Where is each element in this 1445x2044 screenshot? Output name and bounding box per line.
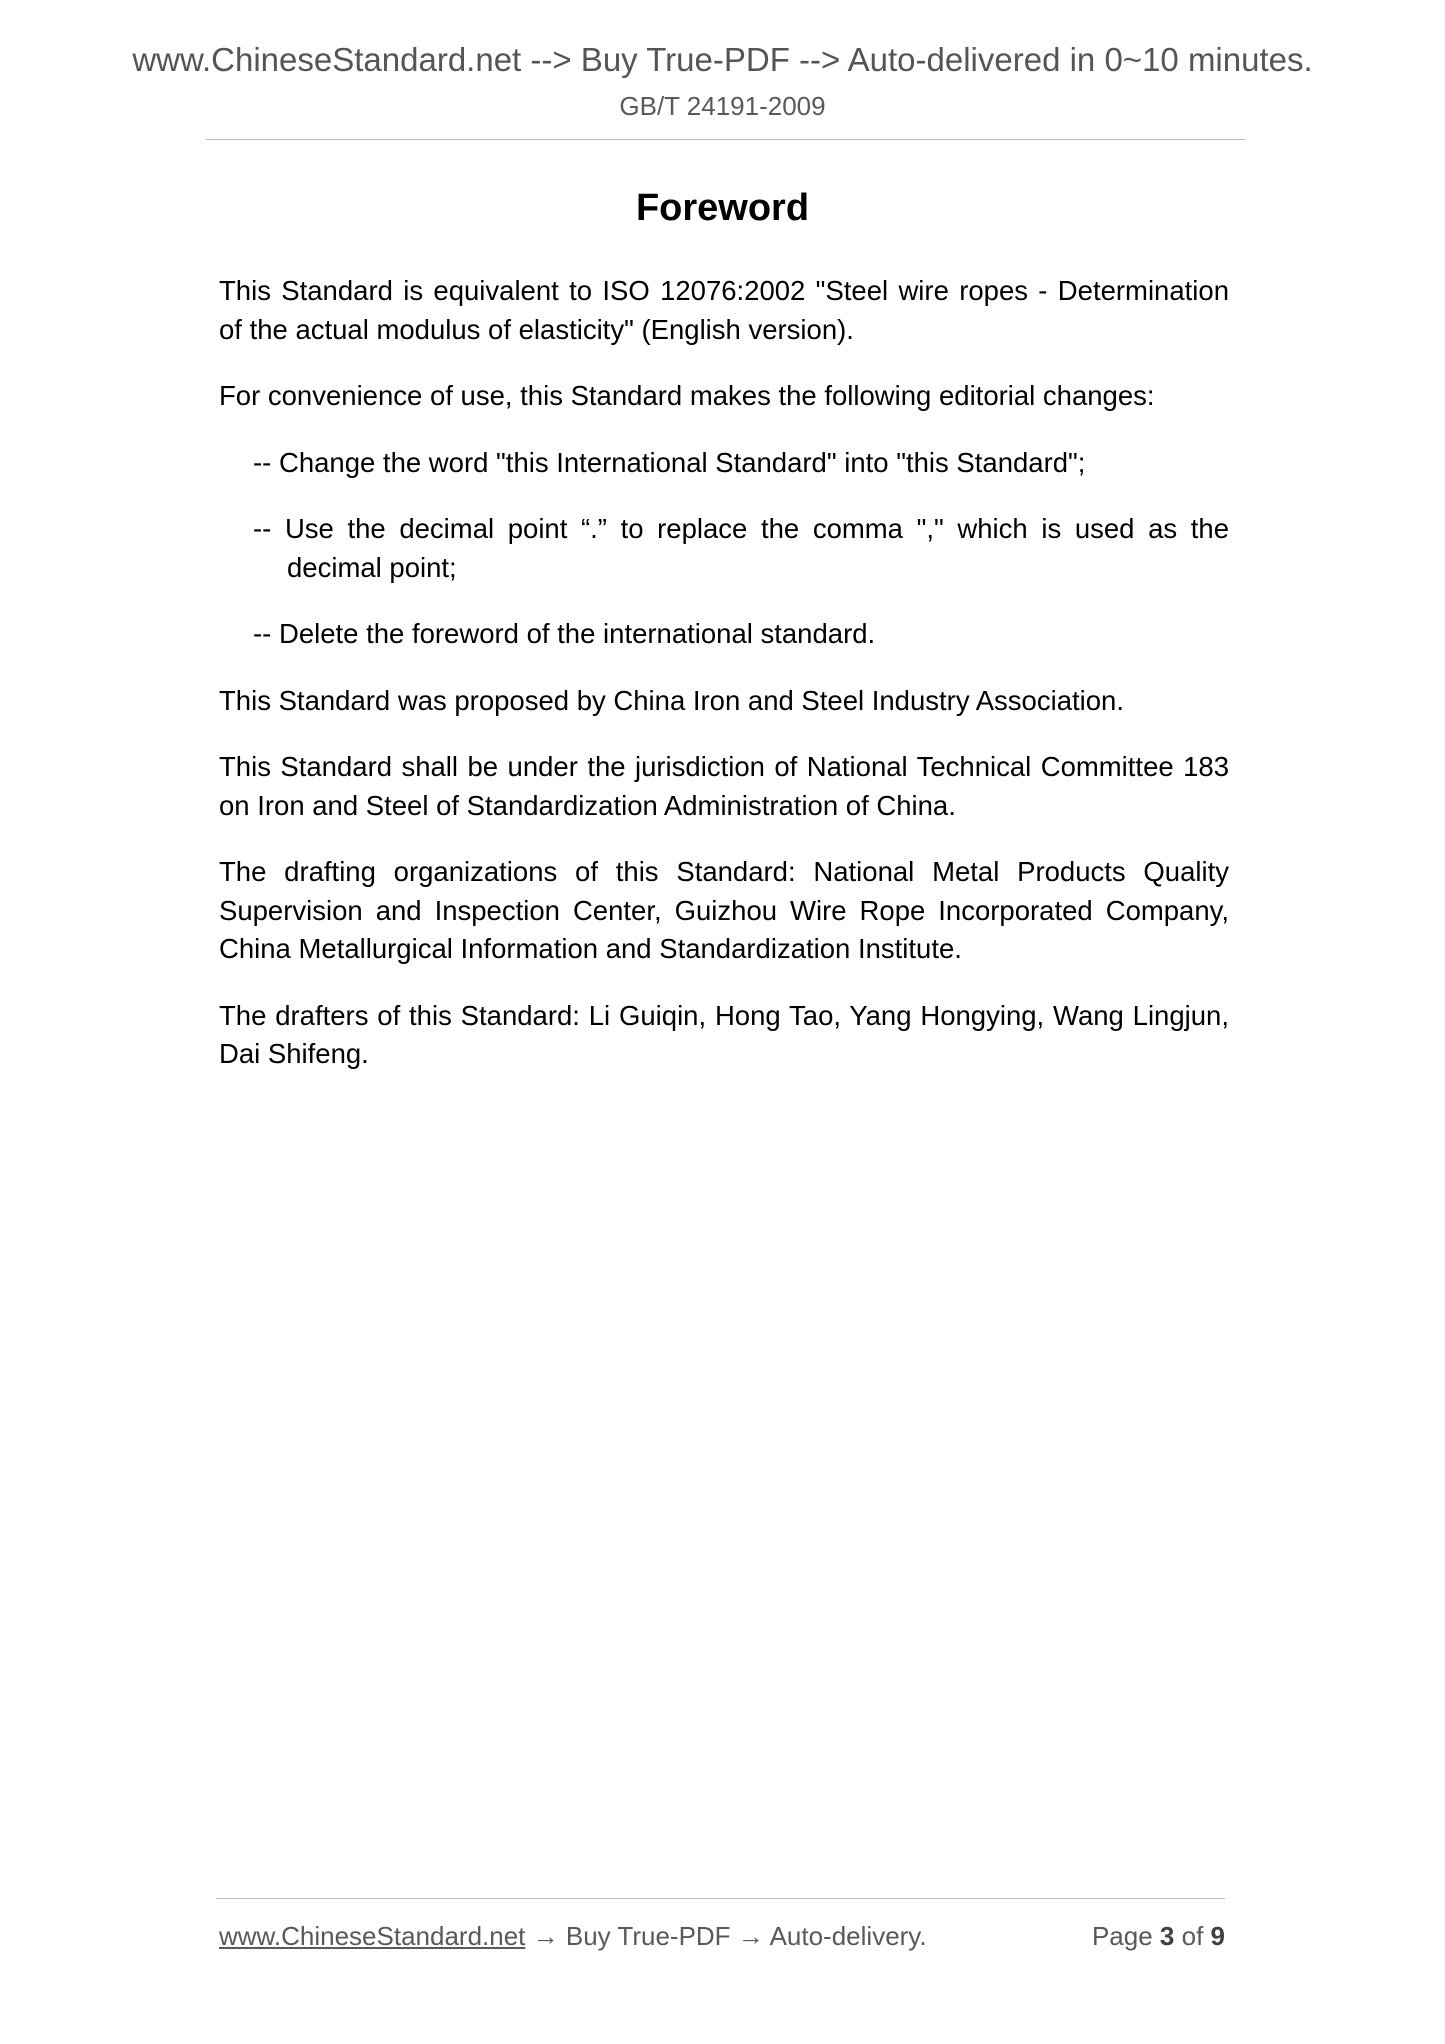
page-of: of [1181, 1921, 1204, 1951]
page-current: 3 [1159, 1921, 1175, 1951]
proposed-by-paragraph: This Standard was proposed by China Iron and Steel Industry Association. [219, 684, 1124, 716]
document-id: GB/T 24191-2009 [619, 91, 826, 121]
drafting-organizations-paragraph: The drafting organizations of this Standard: National Metal Products Quality Supervision and Inspection Center, Guizhou Wire Rope Incorporated Company, China Metallurgical Information and Standardization Institute. [219, 856, 1229, 964]
page-number [1092, 1918, 1225, 1954]
drafters-paragraph: The drafters of this Standard: Li Guiqin, Hong Tao, Yang Hongying, Wang Lingjun, Dai Shifeng. [219, 999, 1229, 1069]
page-label: Page [1091, 1921, 1153, 1951]
change-item: -- Change the word "this International Standard" into "this Standard"; [253, 446, 1086, 478]
top-banner: www.ChineseStandard.net --> Buy True-PDF --> Auto-delivered in 0~10 minutes. [132, 41, 1313, 78]
page-footer [219, 1918, 1225, 1954]
equivalence-paragraph: This Standard is equivalent to ISO 12076:2002 "Steel wire ropes - Determination of the actual modulus of elasticity" (English version). [219, 275, 1229, 345]
editorial-changes-intro: For convenience of use, this Standard makes the following editorial changes: [219, 380, 1155, 411]
footer-tagline: → Buy True-PDF → Auto-delivery. [525, 1921, 927, 1951]
change-item: -- Use the decimal point “.” to replace the comma "," which is used as the decimal point; [253, 513, 1229, 583]
page-total: 9 [1210, 1921, 1225, 1951]
document-body [219, 272, 1229, 1102]
header-divider [206, 139, 1245, 140]
page-title: Foreword [635, 187, 810, 229]
footer-left [219, 1918, 927, 1954]
footer-divider [216, 1898, 1225, 1899]
footer-site-link[interactable]: www.ChineseStandard.net [219, 1921, 526, 1951]
jurisdiction-paragraph: This Standard shall be under the jurisdiction of National Technical Committee 183 on Iron and Steel of Standardization Administration of China. [219, 751, 1229, 821]
change-item: -- Delete the foreword of the international standard. [253, 618, 876, 649]
